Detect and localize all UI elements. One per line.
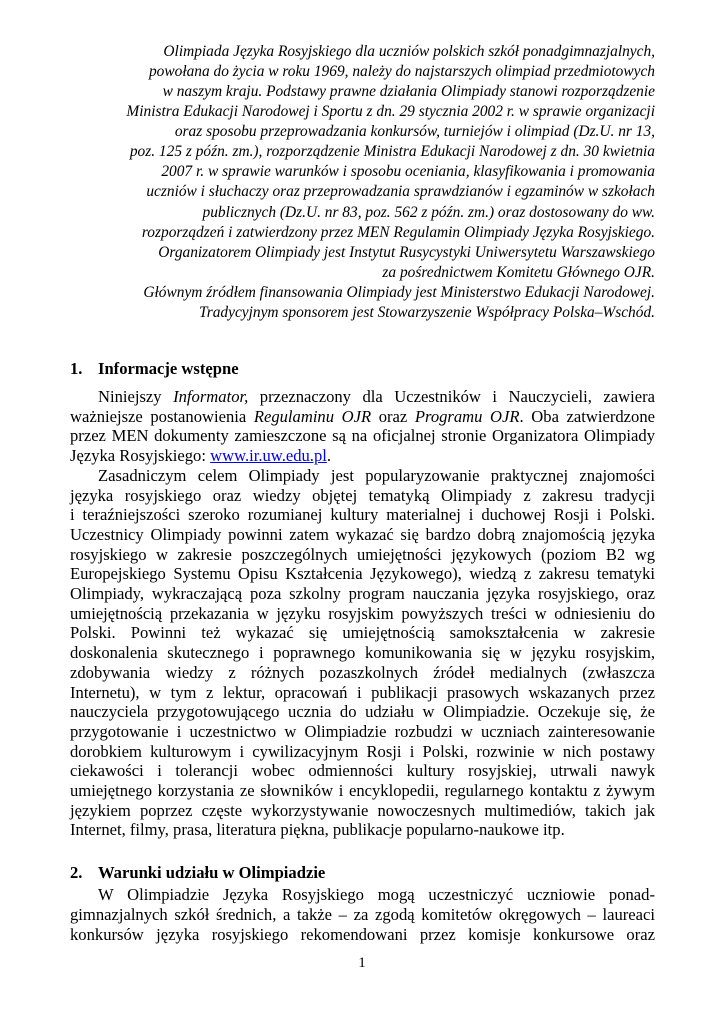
text-run: oraz xyxy=(371,406,415,426)
paragraph-line xyxy=(70,505,655,525)
text-run: gimnazjalnych szkół średnich, a także – za zgodą komitetów okręgowych – laureaci xyxy=(70,905,655,924)
text-run: i teraźniejszości szeroko rozumianej kultury materialnej i duchowej Rosji i Polski. xyxy=(70,505,655,525)
text-run: przez MEN dokumenty zamieszczone są na oficjalnej stronie Organizatora Olimpiady xyxy=(70,426,655,446)
paragraph-line xyxy=(70,387,655,407)
text-run: W Olimpiadzie Języka Rosyjskiego mogą uczestniczyć uczniowie ponad- xyxy=(98,885,655,904)
emphasized-text: Informator, xyxy=(173,387,249,406)
text-run: zdobywania wiedzy z różnych pozaszkolnych źródeł medialnych (zwłaszcza xyxy=(70,662,655,682)
paragraph-line xyxy=(70,564,655,584)
intro-line: powołana do życia w roku 1969, należy do najstarszych olimpiad przedmiotowych xyxy=(148,63,655,81)
paragraph-line xyxy=(70,801,655,821)
page-number: 1 xyxy=(358,955,366,971)
intro-line: Tradycyjnym sponsorem jest Stowarzyszenie Współpracy Polska–Wschód. xyxy=(199,303,655,321)
paragraph-line xyxy=(70,781,655,801)
intro-line: Organizatorem Olimpiady jest Instytut Rusycystyki Uniwersytetu Warszawskiego xyxy=(158,243,655,261)
text-run: rosyjskiego w zakresie poszczególnych umiejętności językowych (poziom B2 wg xyxy=(70,544,655,564)
text-run: Zasadniczym celem Olimpiady jest popularyzowanie praktycznej znajomości xyxy=(98,465,655,485)
section-heading xyxy=(70,359,655,379)
paragraph-line xyxy=(70,545,655,565)
paragraph-line xyxy=(70,584,655,604)
text-run: ciekawości i tolerancji wobec odmienności kultury rosyjskiej, utrwali nawyk xyxy=(70,761,655,781)
paragraph-line xyxy=(70,820,655,840)
text-run: Języka Rosyjskiego: xyxy=(70,446,211,466)
website-link[interactable]: www.ir.uw.edu.pl xyxy=(210,446,327,466)
paragraph-line xyxy=(70,905,655,925)
section-title: Warunki udziału w Olimpiadzie xyxy=(98,863,326,882)
text-run: językiem poprzez częste wykorzystywanie nowoczesnych multimediów, takich jak xyxy=(70,800,655,820)
text-run: konkursów języka rosyjskiego rekomendowani przez komisje konkursowe oraz xyxy=(70,925,655,944)
text-run: umiejętnego korzystania ze słowników i encyklopedii, regularnego kontaktu z żywym xyxy=(70,781,655,800)
paragraph-line xyxy=(70,683,655,703)
paragraph-line xyxy=(70,623,655,643)
text-run: Internet, filmy, prasa, literatura piękna, publikacje popularno-naukowe itp. xyxy=(70,820,565,840)
paragraph-line xyxy=(70,604,655,624)
intro-line: uczniów i słuchaczy oraz przeprowadzania sprawdzianów i egzaminów w szkołach xyxy=(146,183,655,201)
intro-line: publicznych (Dz.U. nr 83, poz. 562 z późn. zm.) oraz dostosowany do ww. xyxy=(202,203,655,221)
section-title: Informacje wstępne xyxy=(98,359,239,378)
text-run: języka rosyjskiego oraz wiedzy objętej tematyką Olimpiady z zakresu tradycji xyxy=(70,485,655,505)
text-run: doskonalenia skutecznego i poprawnego komunikowania się w języku rosyjskim, xyxy=(70,643,655,663)
emphasized-text: Regulaminu OJR xyxy=(253,406,372,426)
intro-line: w naszym kraju. Podstawy prawne działania Olimpiady stanowi rozporządzenie xyxy=(162,83,655,101)
paragraph-line xyxy=(70,525,655,545)
paragraph-line xyxy=(70,486,655,506)
text-run: . Oba zatwierdzone xyxy=(519,406,655,426)
intro-line: 2007 r. w sprawie warunków i sposobu oceniania, klasyfikowania i promowania xyxy=(161,163,655,181)
paragraph-line xyxy=(70,663,655,683)
text-run: ważniejsze postanowienia xyxy=(70,406,254,426)
intro-line: Olimpiada Języka Rosyjskiego dla uczniów polskich szkół ponadgimnazjalnych, xyxy=(163,43,655,60)
paragraph-line xyxy=(70,426,655,446)
paragraph-line xyxy=(70,643,655,663)
paragraph-line xyxy=(70,466,655,486)
intro-line: Głównym źródłem finansowania Olimpiady jest Ministerstwo Edukacji Narodowej. xyxy=(143,283,655,301)
text-run: umiejętnością przekazania w języku rosyjskim powyższych treści w odniesieniu do xyxy=(70,603,655,623)
text-run: . xyxy=(326,446,332,466)
intro-line: oraz sposobu przeprowadzania konkursów, turniejów i olimpiad (Dz.U. nr 13, xyxy=(174,123,655,141)
paragraph-line xyxy=(70,885,655,905)
paragraph-line xyxy=(70,407,655,427)
text-run: Europejskiego Systemu Opisu Kształcenia Językowego), wiedzą z zakresu tematyki xyxy=(70,564,655,584)
text-run: Internetu), w tym z lektur, opracowań i publikacji prasowych wskazanych przez xyxy=(70,682,655,702)
text-run: Niniejszy xyxy=(98,387,174,406)
section-number: 1. xyxy=(70,359,83,378)
paragraph-line xyxy=(70,446,655,466)
intro-line: rozporządzeń i zatwierdzony przez MEN Regulamin Olimpiady Języka Rosyjskiego. xyxy=(141,223,655,241)
paragraph-line xyxy=(70,702,655,722)
text-run: dorobkiem kulturowym i cywilizacyjnym Rosji i Polski, rozwinie w nich postawy xyxy=(70,741,655,761)
text-run: Uczestnicy Olimpiady powinni zatem wykazać się bardzo dobrą znajomością języka xyxy=(70,524,655,544)
text-run: Polski. Powinni też wykazać się umiejętnością samokształcenia w zakresie xyxy=(70,623,655,643)
paragraph-line xyxy=(70,742,655,762)
paragraph-line xyxy=(70,925,655,945)
paragraph-line xyxy=(70,761,655,781)
section-number: 2. xyxy=(70,863,83,882)
text-run: nauczyciela przygotowującego ucznia do udziału w Olimpiadzie. Oczekuje się, że xyxy=(70,702,655,722)
text-run: przeznaczony dla Uczestników i Nauczycieli, zawiera xyxy=(248,387,655,406)
paragraph-line xyxy=(70,722,655,742)
intro-line: za pośrednictwem Komitetu Głównego OJR. xyxy=(382,263,655,281)
intro-line: poz. 125 z późn. zm.), rozporządzenie Ministra Edukacji Narodowej z dn. 30 kwietnia xyxy=(129,143,655,161)
section-heading xyxy=(70,863,655,883)
intro-line: Ministra Edukacji Narodowej i Sportu z dn. 29 stycznia 2002 r. w sprawie organizacji xyxy=(126,103,655,121)
text-run: przygotowanie i uczestnictwo w Olimpiadzie rozbudzi w uczniach zainteresowanie xyxy=(70,721,655,741)
emphasized-text: Programu OJR xyxy=(414,406,520,426)
text-run: Olimpiady, wykraczającą poza szkolny program nauczania języka rosyjskiego, oraz xyxy=(70,584,655,603)
